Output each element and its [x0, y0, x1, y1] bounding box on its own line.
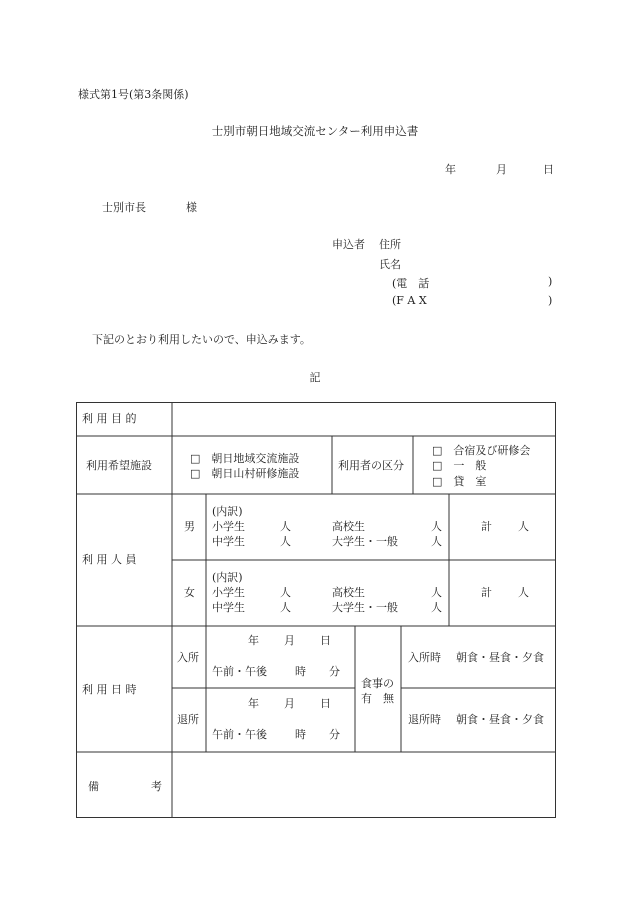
female-univ-general: 大学生・一般 [332, 601, 398, 614]
remarks-label-1: 備 [88, 780, 99, 793]
female-univ-general-unit: 人 [431, 601, 442, 614]
checkin-meals: 朝食・昼食・夕食 [456, 651, 544, 664]
checkout-day: 日 [320, 697, 331, 710]
user-class-option-1: □ 合宿及び研修会 [432, 444, 531, 457]
male-elementary-unit: 人 [280, 520, 291, 533]
female-junior-high-unit: 人 [280, 601, 291, 614]
dates-label: 利 用 日 時 [82, 683, 137, 696]
checkin-year: 年 [248, 634, 259, 647]
checkout-meal-label: 退所時 [408, 713, 441, 726]
male-univ-general-unit: 人 [431, 535, 442, 548]
checkin-meal-label: 入所時 [408, 651, 441, 664]
checkin-month: 月 [284, 634, 295, 647]
checkout-year: 年 [248, 697, 259, 710]
applicant-name-label: 氏名 [379, 258, 401, 271]
checkout-minute: 分 [329, 728, 340, 741]
male-univ-general: 大学生・一般 [332, 535, 398, 548]
ki-heading: 記 [309, 371, 321, 384]
checkout-month: 月 [284, 697, 295, 710]
tel-paren-close: ) [548, 275, 553, 288]
user-class-option-3: □ 貸 室 [432, 475, 487, 488]
checkin-minute: 分 [329, 665, 340, 678]
facility-label: 利用希望施設 [86, 459, 152, 472]
remarks-label-2: 考 [151, 780, 162, 793]
facility-option-2: □ 朝日山村研修施設 [190, 467, 300, 480]
male-total-label: 計 [481, 520, 492, 533]
checkout-label: 退所 [177, 713, 199, 726]
applicant-fax-label: (F A X [392, 294, 427, 307]
male-highschool-unit: 人 [431, 520, 442, 533]
date-line [445, 161, 554, 177]
male-junior-high: 中学生 [212, 535, 245, 548]
form-number: 様式第1号(第3条関係) [78, 88, 189, 101]
checkout-hour: 時 [295, 728, 306, 741]
addressee-name: 士別市長 [102, 201, 146, 214]
date-month: 月 [496, 163, 507, 176]
applicant-address-label: 住所 [379, 238, 401, 251]
male-total-unit: 人 [518, 520, 529, 533]
checkin-hour: 時 [295, 665, 306, 678]
male-highschool: 高校生 [332, 520, 365, 533]
checkin-ampm: 午前・午後 [212, 665, 267, 678]
male-elementary: 小学生 [212, 520, 245, 533]
male-junior-high-unit: 人 [280, 535, 291, 548]
checkout-meals: 朝食・昼食・夕食 [456, 713, 544, 726]
meal-label-line-2: 有 無 [361, 692, 394, 705]
applicant-tel-label: (電 話 [392, 277, 430, 290]
checkout-ampm: 午前・午後 [212, 728, 267, 741]
applicant-label: 申込者 [332, 238, 365, 251]
facility-option-1: □ 朝日地域交流施設 [190, 452, 300, 465]
date-day: 日 [543, 163, 554, 176]
intro-text: 下記のとおり利用したいので、申込みます。 [92, 333, 311, 346]
checkin-label: 入所 [177, 651, 199, 664]
addressee [102, 199, 197, 215]
checkin-day: 日 [320, 634, 331, 647]
date-year: 年 [445, 163, 456, 176]
female-total-label: 計 [481, 586, 492, 599]
female-label: 女 [184, 586, 195, 599]
male-label: 男 [184, 520, 195, 533]
application-table [76, 402, 556, 818]
users-label: 利 用 人 員 [82, 553, 137, 566]
female-breakdown: (内訳) [212, 571, 243, 584]
male-breakdown: (内訳) [212, 505, 243, 518]
user-class-label: 利用者の区分 [338, 459, 404, 472]
document-title: 士別市朝日地域交流センター利用申込書 [211, 124, 419, 138]
female-highschool: 高校生 [332, 586, 365, 599]
fax-paren-close: ) [548, 294, 553, 307]
meal-label-line-1: 食事の [361, 677, 394, 690]
female-elementary-unit: 人 [280, 586, 291, 599]
female-junior-high: 中学生 [212, 601, 245, 614]
user-class-option-2: □ 一 般 [432, 459, 487, 472]
female-total-unit: 人 [518, 586, 529, 599]
purpose-label: 利 用 目 的 [82, 412, 137, 425]
female-elementary: 小学生 [212, 586, 245, 599]
addressee-suffix: 様 [186, 201, 197, 214]
female-highschool-unit: 人 [431, 586, 442, 599]
